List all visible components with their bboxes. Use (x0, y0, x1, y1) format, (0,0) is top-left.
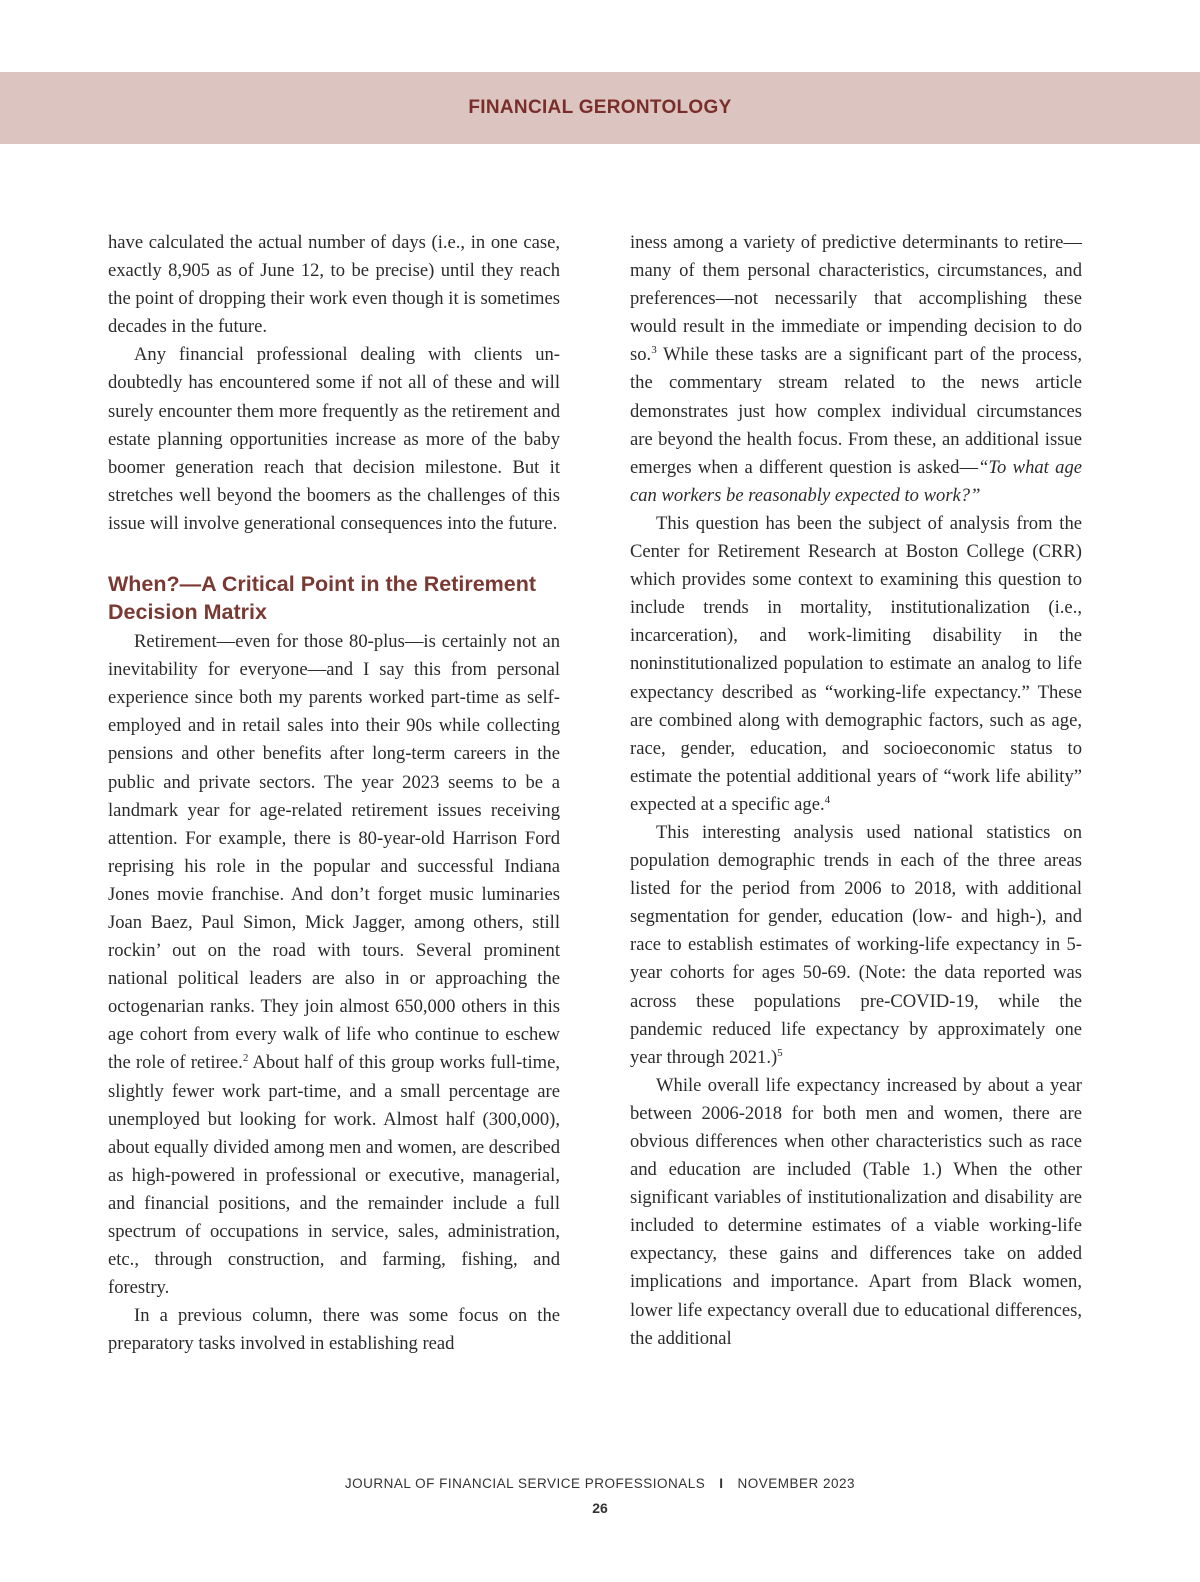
paragraph (630, 229, 1082, 510)
paragraph: have calculated the actual number of days (i.e., in one case, exactly 8,905 as of June 12, to be precise) until they reach the point of dropping their work even though it is sometimes decades in the future. (108, 232, 560, 338)
section-header-band (0, 72, 1200, 144)
paragraph (630, 510, 1082, 819)
right-column (630, 229, 1082, 1353)
footer-journal-line (0, 1476, 1200, 1491)
footnote-ref: 4 (824, 793, 831, 806)
page-number: 26 (592, 1500, 608, 1516)
paragraph: In a previous column, there was some focus on the preparatory tasks involved in establishing read (108, 1305, 560, 1355)
footnote-ref: 5 (777, 1046, 783, 1059)
left-column (108, 229, 560, 1358)
paragraph-text: While these tasks are a significant part of the process, the commentary stream related to the news article demonstrates just how complex individual circumstances are beyond the health focus. From these, an additional issue emerges when a different question is asked— (630, 344, 1082, 478)
section-heading: When?—A Critical Point in the Retirement Decision Matrix (108, 572, 537, 625)
journal-name: JOURNAL OF FINANCIAL SERVICE PROFESSIONALS (344, 1476, 706, 1491)
paragraph (630, 819, 1082, 1072)
italic-question: “To what age can workers be reasonably expected to work?” (630, 456, 1082, 506)
paragraph (108, 628, 560, 1302)
paragraph: Any financial professional dealing with clients undoubtedly has encountered some if not all of these and will surely encounter them more frequently as the retirement and estate planning opportunities increase as more of the baby boomer generation reach that decision milestone. But it stretches well beyond the boomers as the challenges of this issue will involve generational consequences into the future. (108, 344, 560, 534)
paragraph-text: This interesting analysis used national statistics on population demographic trends in each of the three areas listed for the period from 2006 to 2018, with additional segmentation for gender, education (low- and high-), and race to establish estimates of working-life expectancy in 5-year cohorts for ages 50-69. (Note: the data reported was across these populations pre-COVID-19, while the pandemic reduced life expectancy by approximately one year through 2021.) (630, 821, 1082, 1068)
issue-date: NOVEMBER 2023 (737, 1476, 856, 1491)
footnote-ref: 2 (242, 1052, 249, 1065)
footnote-ref: 3 (651, 344, 657, 357)
paragraph: While overall life expectancy increased by about a year between 2006-2018 for both men and women, there are obvious differences when other characteristics such as race and education are included (Table 1.) When the other significant variables of institutionalization and disability are included to determine estimates of a viable working-life expectancy, these gains and differences take on added implications and importance. Apart from Black women, lower life expectancy overall due to educational differences, the additional (630, 1074, 1082, 1349)
paragraph-text: Retirement—even for those 80-plus—is certainly not an inevitability for everyone—and I say this from personal experience since both my parents worked part-time as self-employed and in retail sales into their 90s while collecting pensions and other benefits after long-term careers in the public and private sectors. The year 2023 seems to be a landmark year for age-related retirement issues receiving attention. For example, there is 80-year-old Harrison Ford reprising his role in the popular and successful Indiana Jones movie franchise. And don’t forget music luminaries Joan Baez, Paul Simon, Mick Jagger, among others, still rockin’ out on the road with tours. Several prominent national political leaders are also in or approaching the octogenarian ranks. They join almost 650,000 others in this age cohort from every walk of life who continue to eschew the role of retiree. (108, 631, 560, 1074)
paragraph-text: About half of this group works full-time, slightly fewer work part-time, and a small percentage are unemployed but looking for work. Almost half (300,000), about equally divided among men and women, are described as high-powered in professional or executive, managerial, and financial positions, and the remainder include a full spectrum of occupations in service, sales, administration, etc., through construction, and farming, fishing, and forestry. (108, 1052, 560, 1299)
paragraph-text: This question has been the subject of analysis from the Center for Retirement Research at Boston College (CRR) which provides some context to examining this question to include trends in mortality, institutionalization (i.e., incarceration), and work-limiting disability in the noninstitutionalized population to estimate an analog to life expectancy described as “working-life expectancy.” These are combined along with demographic factors, such as age, race, gender, education, and socioeconomic status to estimate the potential additional years of “work life ability” expected at a specific age. (630, 512, 1082, 815)
paragraph-text: iness among a variety of predictive determinants to retire—many of them personal characteristics, circumstances, and preferences—not necessarily that accomplishing these would result in the immediate or impending decision to do so. (630, 232, 1082, 366)
footer-separator: I (719, 1476, 724, 1491)
section-title: FINANCIAL GERONTOLOGY (468, 97, 732, 118)
